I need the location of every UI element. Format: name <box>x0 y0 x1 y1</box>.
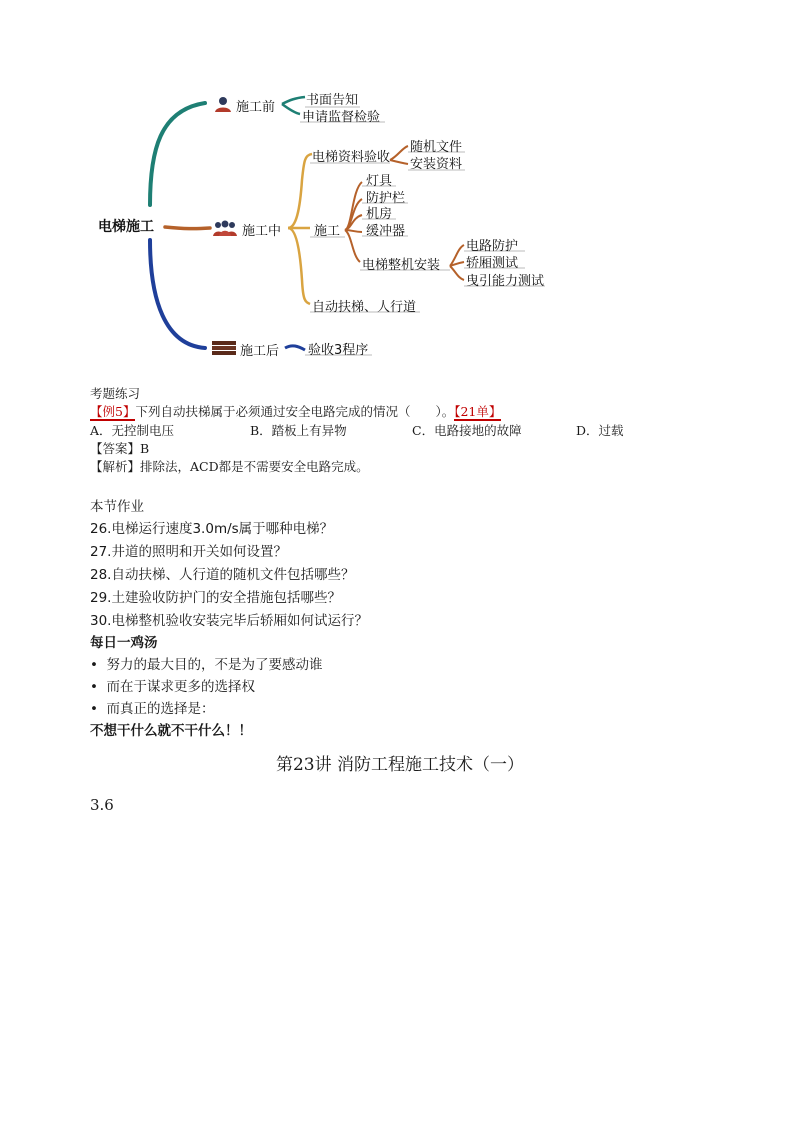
daily-bullet <box>90 675 255 695</box>
homework-item: 30.电梯整机验收安装完毕后轿厢如何试运行？ <box>90 613 368 629</box>
exercise-question-line <box>90 404 501 420</box>
node-construct-item-1: 灯具 <box>366 174 393 189</box>
node-escalator: 自动扶梯、人行道 <box>312 300 417 315</box>
daily-heading: 每日一鸡汤 <box>90 635 158 651</box>
section-number: 3.6 <box>90 796 114 814</box>
option-d: D．过载 <box>576 423 624 438</box>
person-icon <box>214 95 232 117</box>
option-a: A．无控制电压 <box>90 423 175 438</box>
bullet-dot: • <box>90 657 107 673</box>
daily-bullet <box>90 653 323 673</box>
example-tag: 【例5】 <box>90 404 136 419</box>
homework-item: 27.井道的照明和开关如何设置？ <box>90 544 287 560</box>
node-install-item-2: 轿厢测试 <box>466 256 519 271</box>
daily-bullet-text: 而真正的选择是： <box>106 701 215 717</box>
stack-icon <box>212 340 236 360</box>
daily-bullet-text: 努力的最大目的，不是为了要感动谁 <box>106 657 323 673</box>
node-construct: 施工 <box>314 224 341 239</box>
option-c: C．电路接地的故障 <box>412 423 522 438</box>
node-during: 施工中 <box>242 224 282 239</box>
daily-closing: 不想干什么就不干什么！！ <box>90 723 252 739</box>
analysis: 【解析】排除法，ACD都是不需要安全电路完成。 <box>90 459 369 474</box>
exercise-heading: 考题练习 <box>90 386 141 401</box>
node-install-item-3: 曳引能力测试 <box>466 274 545 289</box>
bullet-dot: • <box>90 701 107 717</box>
node-docs-item-2: 安装资料 <box>410 157 463 172</box>
homework-heading: 本节作业 <box>90 499 144 515</box>
node-after: 施工后 <box>240 344 280 359</box>
year-tag: 【21单】 <box>454 404 502 419</box>
daily-bullet-text: 而在于谋求更多的选择权 <box>106 679 256 695</box>
mind-map-root: 电梯施工 <box>98 219 154 235</box>
homework-item: 28.自动扶梯、人行道的随机文件包括哪些？ <box>90 567 355 583</box>
lecture-title: 第23讲 消防工程施工技术（一） <box>275 755 525 775</box>
bullet-dot: • <box>90 679 107 695</box>
node-docs: 电梯资料验收 <box>312 150 391 165</box>
node-construct-item-3: 机房 <box>366 207 393 222</box>
option-b: B．踏板上有异物 <box>250 423 347 438</box>
node-before-item-2: 申请监督检验 <box>302 110 381 125</box>
node-docs-item-1: 随机文件 <box>410 140 463 155</box>
homework-item: 29.土建验收防护门的安全措施包括哪些？ <box>90 590 341 606</box>
team-icon <box>212 219 238 241</box>
node-after-item-1: 验收3程序 <box>308 343 369 358</box>
exercise-question: 下列自动扶梯属于必须通过安全电路完成的情况（ ）。 <box>135 404 455 419</box>
node-before-item-1: 书面告知 <box>306 93 359 108</box>
node-install-item-1: 电路防护 <box>466 239 519 254</box>
homework-item: 26.电梯运行速度3.0m/s属于哪种电梯？ <box>90 521 334 537</box>
node-install: 电梯整机安装 <box>362 258 441 273</box>
node-before: 施工前 <box>236 100 276 115</box>
node-construct-item-4: 缓冲器 <box>366 224 406 239</box>
daily-bullet <box>90 697 215 717</box>
mind-map <box>0 0 800 380</box>
node-construct-item-2: 防护栏 <box>366 191 406 206</box>
answer: 【答案】B <box>90 441 150 456</box>
